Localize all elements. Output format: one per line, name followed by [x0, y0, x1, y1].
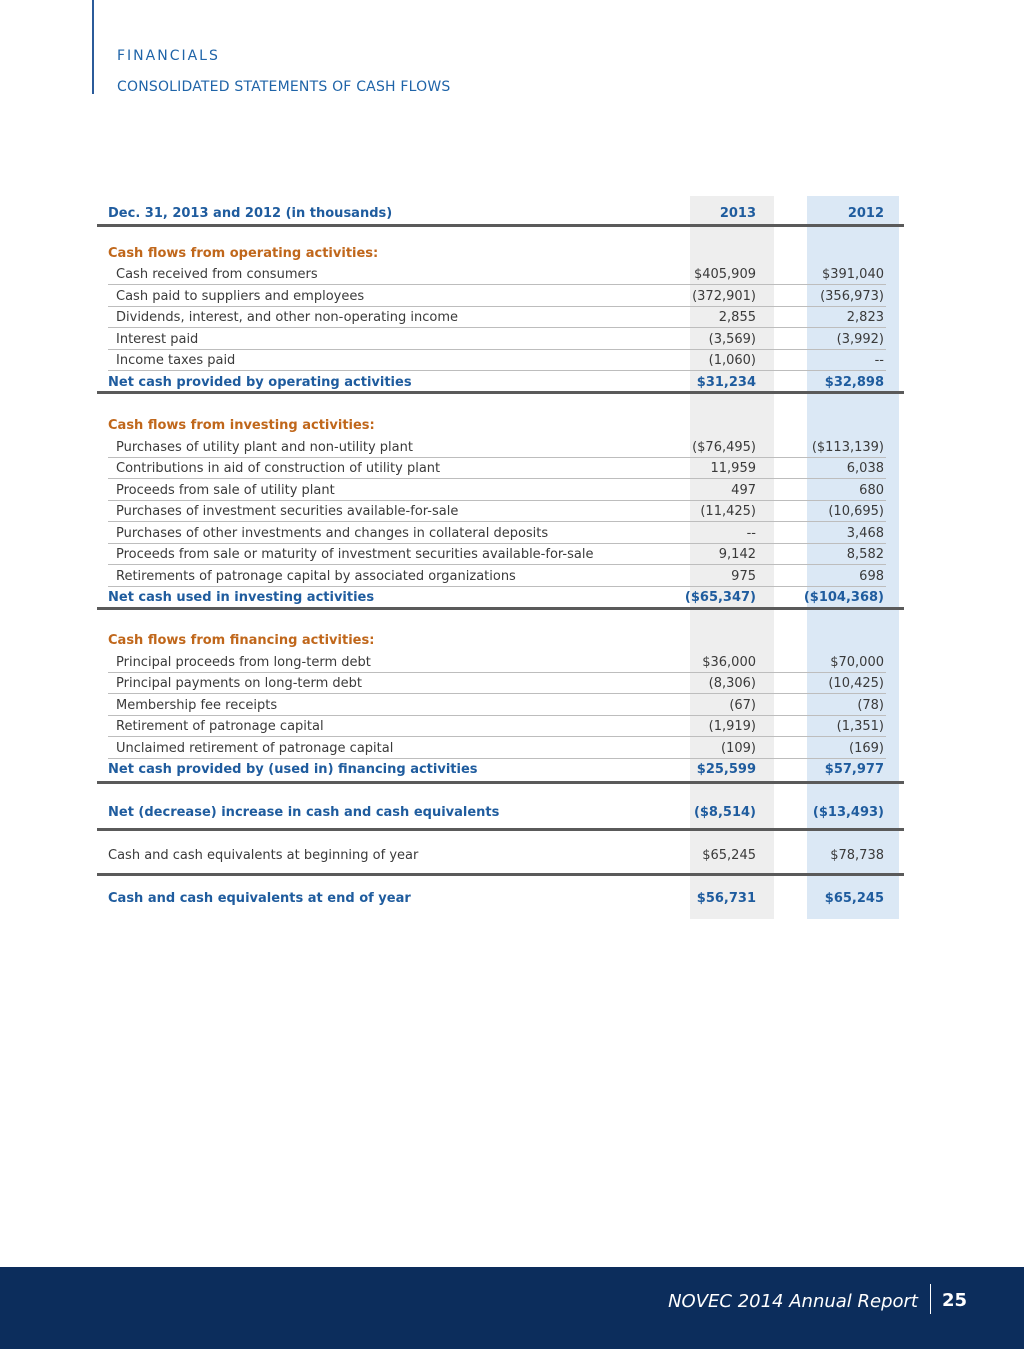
value-2013: $36,000 — [702, 655, 756, 670]
value-2013: (3,569) — [708, 332, 756, 347]
value-2012: (169) — [849, 741, 884, 756]
row-label: Net cash used in investing activities — [108, 590, 375, 605]
table-row — [0, 350, 1024, 371]
row-label: Dividends, interest, and other non-operating income — [116, 310, 459, 325]
value-2013: $25,599 — [696, 762, 756, 777]
column-header-2012: 2012 — [847, 206, 884, 221]
value-2012: ($13,493) — [812, 805, 884, 820]
row-label: Principal payments on long-term debt — [116, 676, 363, 691]
value-2013: (1,060) — [708, 353, 756, 368]
table-caption: Dec. 31, 2013 and 2012 (in thousands) — [108, 206, 393, 221]
row-label: Contributions in aid of construction of utility plant — [116, 461, 441, 476]
row-label: Purchases of investment securities available-for-sale — [116, 504, 459, 519]
page-number: 25 — [942, 1290, 968, 1311]
row-label: Cash and cash equivalents at end of year — [108, 891, 411, 906]
footer-separator — [930, 1284, 931, 1314]
page-title: CONSOLIDATED STATEMENTS OF CASH FLOWS — [117, 79, 451, 95]
value-2012: (3,992) — [836, 332, 884, 347]
value-2012: ($113,139) — [811, 440, 884, 455]
investing-total-row — [0, 587, 1024, 608]
value-2012: (10,695) — [828, 504, 884, 519]
value-2012: ($104,368) — [803, 590, 884, 605]
table-row — [0, 501, 1024, 522]
section-divider — [97, 607, 904, 610]
row-label: Principal proceeds from long-term debt — [116, 655, 371, 670]
table-header-row — [0, 203, 1024, 224]
row-label: Retirement of patronage capital — [116, 719, 324, 734]
row-label: Retirements of patronage capital by associated organizations — [116, 569, 516, 584]
value-2012: 680 — [859, 483, 884, 498]
header-divider — [97, 224, 904, 227]
row-label: Membership fee receipts — [116, 698, 278, 713]
table-row — [0, 264, 1024, 285]
value-2012: (78) — [857, 698, 884, 713]
row-label: Proceeds from sale of utility plant — [116, 483, 335, 498]
value-2013: $65,245 — [702, 848, 756, 863]
value-2013: (109) — [721, 741, 756, 756]
section-divider — [97, 781, 904, 784]
row-label: Cash paid to suppliers and employees — [116, 289, 365, 304]
value-2012: (10,425) — [828, 676, 884, 691]
value-2013: (67) — [729, 698, 756, 713]
row-label: Net cash provided by operating activities — [108, 375, 412, 390]
row-label: Net (decrease) increase in cash and cash equivalents — [108, 805, 500, 820]
table-row — [0, 437, 1024, 458]
footer-report-title: NOVEC 2014 Annual Report — [668, 1291, 918, 1312]
value-2013: $31,234 — [696, 375, 756, 390]
value-2013: 2,855 — [718, 310, 756, 325]
row-label: Purchases of utility plant and non-utility plant — [116, 440, 413, 455]
value-2012: 8,582 — [846, 547, 884, 562]
net-change-row — [0, 802, 1024, 823]
value-2013: (11,425) — [700, 504, 756, 519]
table-row — [0, 566, 1024, 587]
table-row — [0, 523, 1024, 544]
value-2012: $70,000 — [830, 655, 884, 670]
section-divider — [97, 873, 904, 876]
value-2013: 9,142 — [718, 547, 756, 562]
row-label: Proceeds from sale or maturity of investment securities available-for-sale — [116, 547, 594, 562]
row-label: Income taxes paid — [116, 353, 236, 368]
value-2012: (356,973) — [820, 289, 884, 304]
table-row — [0, 307, 1024, 328]
header-rule — [92, 0, 94, 94]
value-2013: $405,909 — [693, 267, 756, 282]
value-2012: -- — [874, 353, 884, 368]
table-row — [0, 716, 1024, 737]
value-2012: $65,245 — [824, 891, 884, 906]
operating-heading — [0, 243, 1024, 264]
value-2012: 2,823 — [846, 310, 884, 325]
value-2012: 3,468 — [846, 526, 884, 541]
beginning-cash-row — [0, 845, 1024, 866]
section-heading: Cash flows from investing activities: — [108, 418, 375, 433]
column-header-2013: 2013 — [719, 206, 756, 221]
table-row — [0, 329, 1024, 350]
row-label: Purchases of other investments and changes in collateral deposits — [116, 526, 549, 541]
section-label: FINANCIALS — [117, 48, 220, 64]
value-2012: $391,040 — [821, 267, 884, 282]
value-2012: (1,351) — [836, 719, 884, 734]
value-2013: (372,901) — [692, 289, 756, 304]
section-heading: Cash flows from operating activities: — [108, 246, 379, 261]
value-2012: $57,977 — [824, 762, 884, 777]
row-label: Net cash provided by (used in) financing activities — [108, 762, 478, 777]
row-label: Cash and cash equivalents at beginning of year — [108, 848, 419, 863]
table-row — [0, 480, 1024, 501]
value-2013: ($65,347) — [684, 590, 756, 605]
value-2013: (1,919) — [708, 719, 756, 734]
table-row — [0, 286, 1024, 307]
table-row — [0, 458, 1024, 479]
value-2013: $56,731 — [696, 891, 756, 906]
table-row — [0, 544, 1024, 565]
financing-heading — [0, 630, 1024, 651]
operating-total-row — [0, 372, 1024, 393]
section-divider — [97, 391, 904, 394]
value-2012: 698 — [859, 569, 884, 584]
investing-heading — [0, 415, 1024, 436]
financing-total-row — [0, 759, 1024, 780]
value-2012: 6,038 — [846, 461, 884, 476]
value-2012: $78,738 — [830, 848, 884, 863]
section-heading: Cash flows from financing activities: — [108, 633, 375, 648]
value-2013: 975 — [731, 569, 756, 584]
row-label: Cash received from consumers — [116, 267, 318, 282]
value-2013: ($8,514) — [693, 805, 756, 820]
table-row — [0, 652, 1024, 673]
value-2013: 497 — [731, 483, 756, 498]
value-2012: $32,898 — [824, 375, 884, 390]
table-row — [0, 673, 1024, 694]
table-row — [0, 695, 1024, 716]
row-label: Interest paid — [116, 332, 199, 347]
value-2013: ($76,495) — [692, 440, 756, 455]
row-label: Unclaimed retirement of patronage capital — [116, 741, 394, 756]
section-divider — [97, 828, 904, 831]
value-2013: 11,959 — [710, 461, 756, 476]
table-row — [0, 738, 1024, 759]
ending-cash-row — [0, 888, 1024, 909]
value-2013: -- — [746, 526, 756, 541]
value-2013: (8,306) — [708, 676, 756, 691]
